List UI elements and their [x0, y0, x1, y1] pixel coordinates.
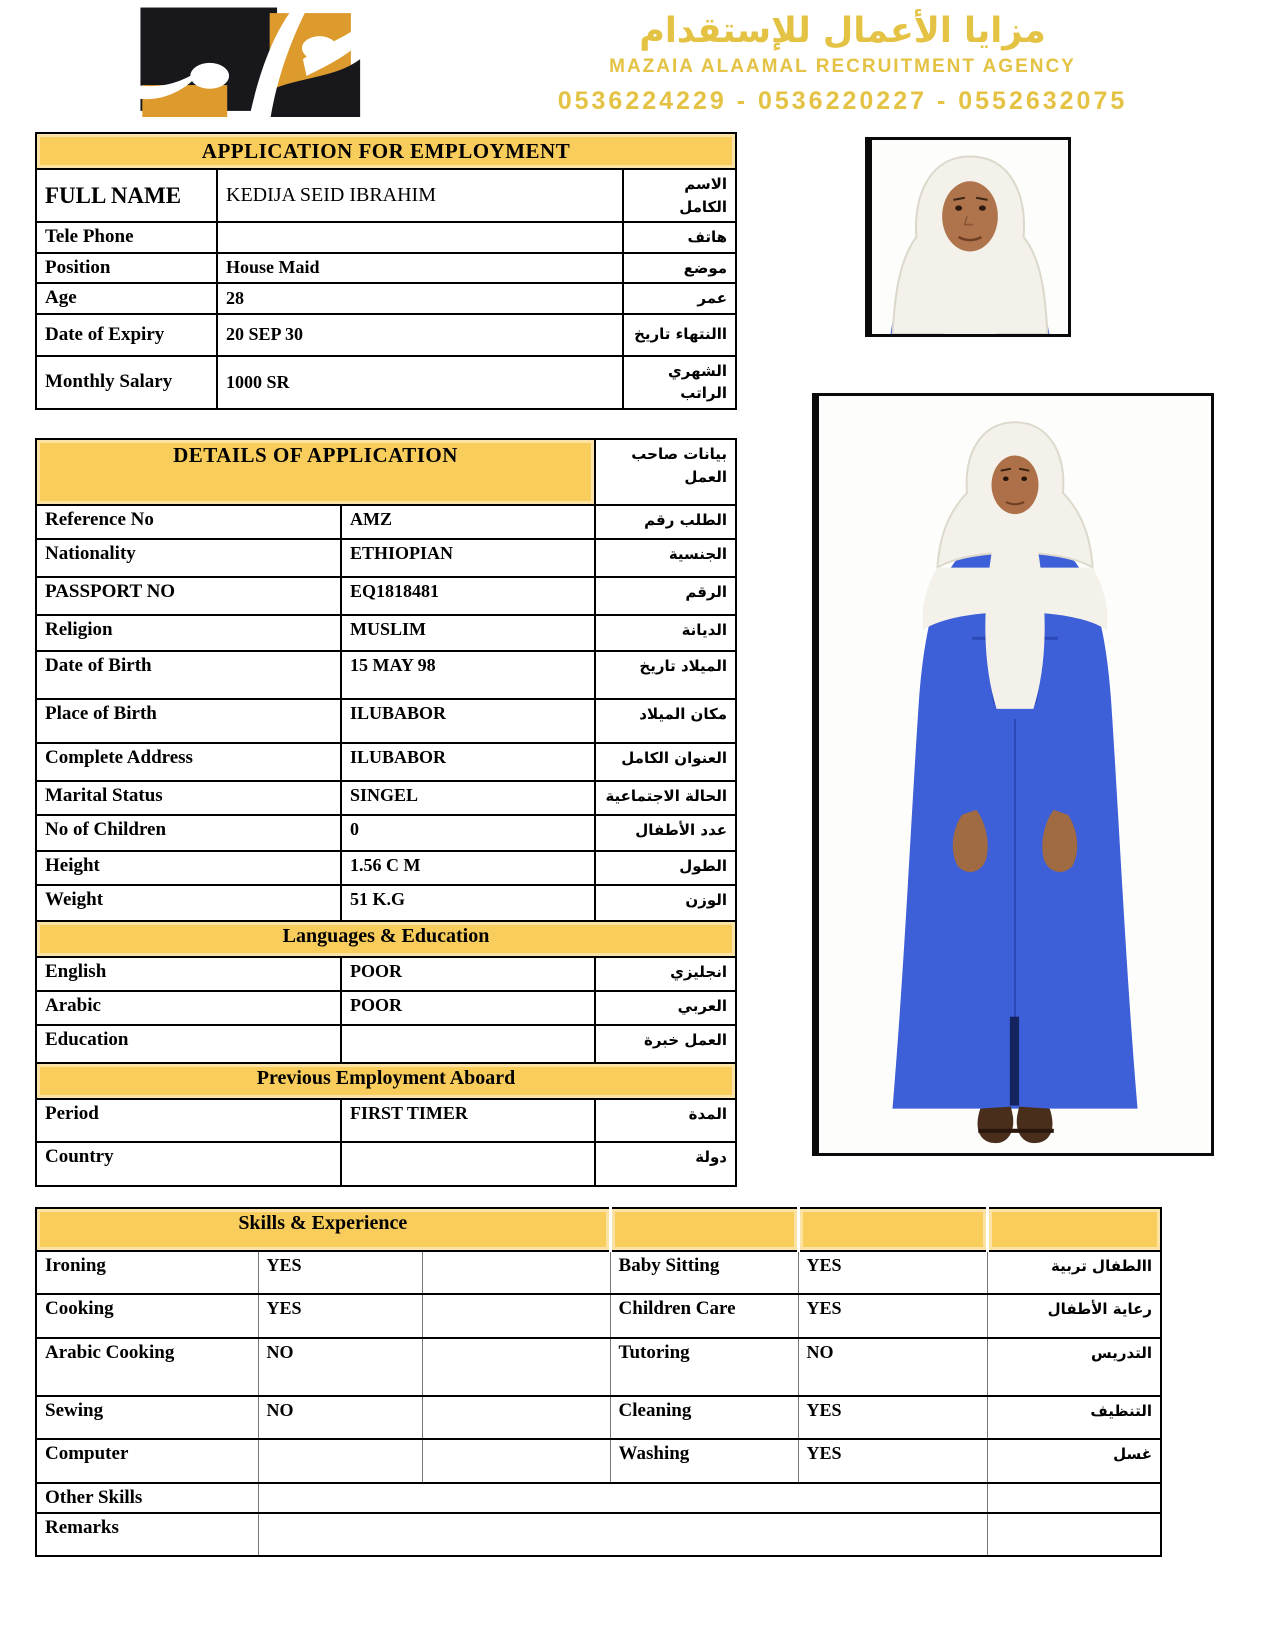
field-label-arabic: الطلب رقم — [595, 505, 736, 539]
details-table-title: DETAILS OF APPLICATION — [36, 439, 595, 505]
field-value: 15 MAY 98 — [341, 651, 595, 699]
table-row — [36, 1063, 736, 1099]
field-value: ILUBABOR — [341, 743, 595, 781]
field-label-arabic: مكان الميلاد — [595, 699, 736, 743]
field-label-arabic: الجنسية — [595, 539, 736, 577]
skill-label-arabic: رعاية الأطفال — [987, 1294, 1161, 1338]
field-label-arabic: المدة — [595, 1099, 736, 1142]
skill-label: Cooking — [36, 1294, 258, 1338]
field-value: MUSLIM — [341, 615, 595, 651]
field-label-arabic: عدد الأطفال — [595, 815, 736, 851]
table-row — [36, 815, 736, 851]
field-label: Marital Status — [36, 781, 341, 815]
field-label: FULL NAME — [36, 169, 217, 222]
skill-label-arabic: التدريس — [987, 1338, 1161, 1396]
table-row — [36, 1208, 1161, 1251]
table-row — [36, 615, 736, 651]
field-label-arabic: الميلاد تاريخ — [595, 651, 736, 699]
empty-cell — [987, 1483, 1161, 1513]
table-row — [36, 356, 736, 409]
field-value: 28 — [217, 283, 623, 314]
field-value: SINGEL — [341, 781, 595, 815]
skill-value: NO — [798, 1338, 987, 1396]
table-row — [36, 957, 736, 991]
table-row — [36, 222, 736, 253]
field-label: Arabic — [36, 991, 341, 1025]
skills-table — [35, 1207, 1162, 1557]
field-value: POOR — [341, 991, 595, 1025]
table-row — [36, 505, 736, 539]
table-row — [36, 921, 736, 957]
table-row — [36, 133, 736, 169]
field-label: Age — [36, 283, 217, 314]
empty-cell — [422, 1439, 610, 1483]
table-row — [36, 651, 736, 699]
skill-value: YES — [798, 1251, 987, 1294]
skill-label: Computer — [36, 1439, 258, 1483]
field-label: Position — [36, 253, 217, 284]
empty-cell — [258, 1513, 987, 1556]
field-label-arabic: هاتف — [623, 222, 736, 253]
skills-header-spacer — [798, 1208, 987, 1251]
skill-label: Remarks — [36, 1513, 258, 1556]
skill-label: Cleaning — [610, 1396, 798, 1439]
field-label: Height — [36, 851, 341, 885]
field-value: FIRST TIMER — [341, 1099, 595, 1142]
details-table-title-arabic: بيانات صاحب العمل — [595, 439, 736, 505]
field-value: 20 SEP 30 — [217, 314, 623, 356]
field-label: Period — [36, 1099, 341, 1142]
field-label: Education — [36, 1025, 341, 1063]
field-label: Tele Phone — [36, 222, 217, 253]
field-value — [341, 1142, 595, 1186]
field-label-arabic: انجليزي — [595, 957, 736, 991]
skill-label: Tutoring — [610, 1338, 798, 1396]
skill-value: YES — [798, 1396, 987, 1439]
section-header: Languages & Education — [36, 921, 736, 957]
application-table-title: APPLICATION FOR EMPLOYMENT — [36, 133, 736, 169]
field-label-arabic: الديانة — [595, 615, 736, 651]
applicant-full-body-photo — [812, 393, 1214, 1156]
table-row — [36, 1142, 736, 1186]
skills-header-spacer — [610, 1208, 798, 1251]
skill-value: YES — [258, 1294, 422, 1338]
field-label: Country — [36, 1142, 341, 1186]
empty-cell — [987, 1513, 1161, 1556]
field-label-arabic: عمر — [623, 283, 736, 314]
table-row — [36, 283, 736, 314]
agency-name-english: MAZAIA ALAAMAL RECRUITMENT AGENCY — [609, 55, 1076, 77]
skill-label: Baby Sitting — [610, 1251, 798, 1294]
table-row — [36, 1025, 736, 1063]
empty-cell — [422, 1396, 610, 1439]
field-value: KEDIJA SEID IBRAHIM — [217, 169, 623, 222]
field-label-arabic: الطول — [595, 851, 736, 885]
table-row — [36, 991, 736, 1025]
table-row — [36, 1396, 1161, 1439]
table-row — [36, 314, 736, 356]
table-row — [36, 743, 736, 781]
empty-cell — [422, 1338, 610, 1396]
section-header: Previous Employment Aboard — [36, 1063, 736, 1099]
agency-logo — [122, 2, 362, 120]
table-row — [36, 1338, 1161, 1396]
skill-label-arabic: التنظيف — [987, 1396, 1161, 1439]
agency-name-arabic: مزايا الأعمال للإستقدام — [639, 11, 1046, 51]
field-label-arabic: العنوان الكامل — [595, 743, 736, 781]
field-value: 1000 SR — [217, 356, 623, 409]
field-value: 51 K.G — [341, 885, 595, 921]
table-row — [36, 439, 736, 505]
field-label-arabic: الوزن — [595, 885, 736, 921]
skill-label: Sewing — [36, 1396, 258, 1439]
field-value: House Maid — [217, 253, 623, 284]
empty-cell — [258, 1483, 987, 1513]
agency-phone-numbers: 0536224229 - 0536220227 - 0552632075 — [557, 86, 1128, 115]
field-label-arabic: الحالة الاجتماعية — [595, 781, 736, 815]
field-value: 0 — [341, 815, 595, 851]
field-label: Weight — [36, 885, 341, 921]
table-row — [36, 1483, 1161, 1513]
applicant-portrait-photo — [865, 137, 1071, 337]
skill-label-arabic: غسل — [987, 1439, 1161, 1483]
skill-label: Ironing — [36, 1251, 258, 1294]
field-label: English — [36, 957, 341, 991]
field-label-arabic: الاسم الكامل — [623, 169, 736, 222]
empty-cell — [422, 1294, 610, 1338]
field-label-arabic: الشهري الراتب — [623, 356, 736, 409]
field-label: Religion — [36, 615, 341, 651]
table-row — [36, 577, 736, 615]
field-label: Nationality — [36, 539, 341, 577]
field-label-arabic: موضع — [623, 253, 736, 284]
table-row — [36, 1513, 1161, 1556]
table-row — [36, 1099, 736, 1142]
table-row — [36, 885, 736, 921]
skills-header-spacer — [987, 1208, 1161, 1251]
field-label: Date of Birth — [36, 651, 341, 699]
two-figures-logo-icon — [122, 2, 362, 117]
skill-value: NO — [258, 1396, 422, 1439]
field-value: 1.56 C M — [341, 851, 595, 885]
table-row — [36, 781, 736, 815]
field-label: Reference No — [36, 505, 341, 539]
table-row — [36, 253, 736, 284]
skill-label: Children Care — [610, 1294, 798, 1338]
skill-value: NO — [258, 1338, 422, 1396]
table-row — [36, 1439, 1161, 1483]
table-row — [36, 851, 736, 885]
field-label-arabic: العربي — [595, 991, 736, 1025]
skill-value: YES — [258, 1251, 422, 1294]
field-label: No of Children — [36, 815, 341, 851]
field-label-arabic: الرقم — [595, 577, 736, 615]
details-table — [35, 438, 737, 1187]
field-value: ILUBABOR — [341, 699, 595, 743]
application-table — [35, 132, 737, 410]
skill-value: YES — [798, 1294, 987, 1338]
field-value — [341, 1025, 595, 1063]
field-label: Monthly Salary — [36, 356, 217, 409]
skill-label: Other Skills — [36, 1483, 258, 1513]
skill-label-arabic: االطفال تربية — [987, 1251, 1161, 1294]
field-value: EQ1818481 — [341, 577, 595, 615]
field-value: POOR — [341, 957, 595, 991]
skill-label: Washing — [610, 1439, 798, 1483]
table-row — [36, 1294, 1161, 1338]
field-label-arabic: العمل خبرة — [595, 1025, 736, 1063]
field-value — [217, 222, 623, 253]
field-value: ETHIOPIAN — [341, 539, 595, 577]
field-label: PASSPORT NO — [36, 577, 341, 615]
field-value: AMZ — [341, 505, 595, 539]
table-row — [36, 539, 736, 577]
field-label-arabic: دولة — [595, 1142, 736, 1186]
table-row — [36, 699, 736, 743]
table-row — [36, 1251, 1161, 1294]
field-label: Complete Address — [36, 743, 341, 781]
empty-cell — [422, 1251, 610, 1294]
skill-value: YES — [798, 1439, 987, 1483]
field-label: Date of Expiry — [36, 314, 217, 356]
skill-value — [258, 1439, 422, 1483]
skills-table-title: Skills & Experience — [36, 1208, 610, 1251]
table-row — [36, 169, 736, 222]
field-label: Place of Birth — [36, 699, 341, 743]
agency-header — [520, 10, 1165, 116]
field-label-arabic: االنتهاء تاريخ — [623, 314, 736, 356]
skill-label: Arabic Cooking — [36, 1338, 258, 1396]
